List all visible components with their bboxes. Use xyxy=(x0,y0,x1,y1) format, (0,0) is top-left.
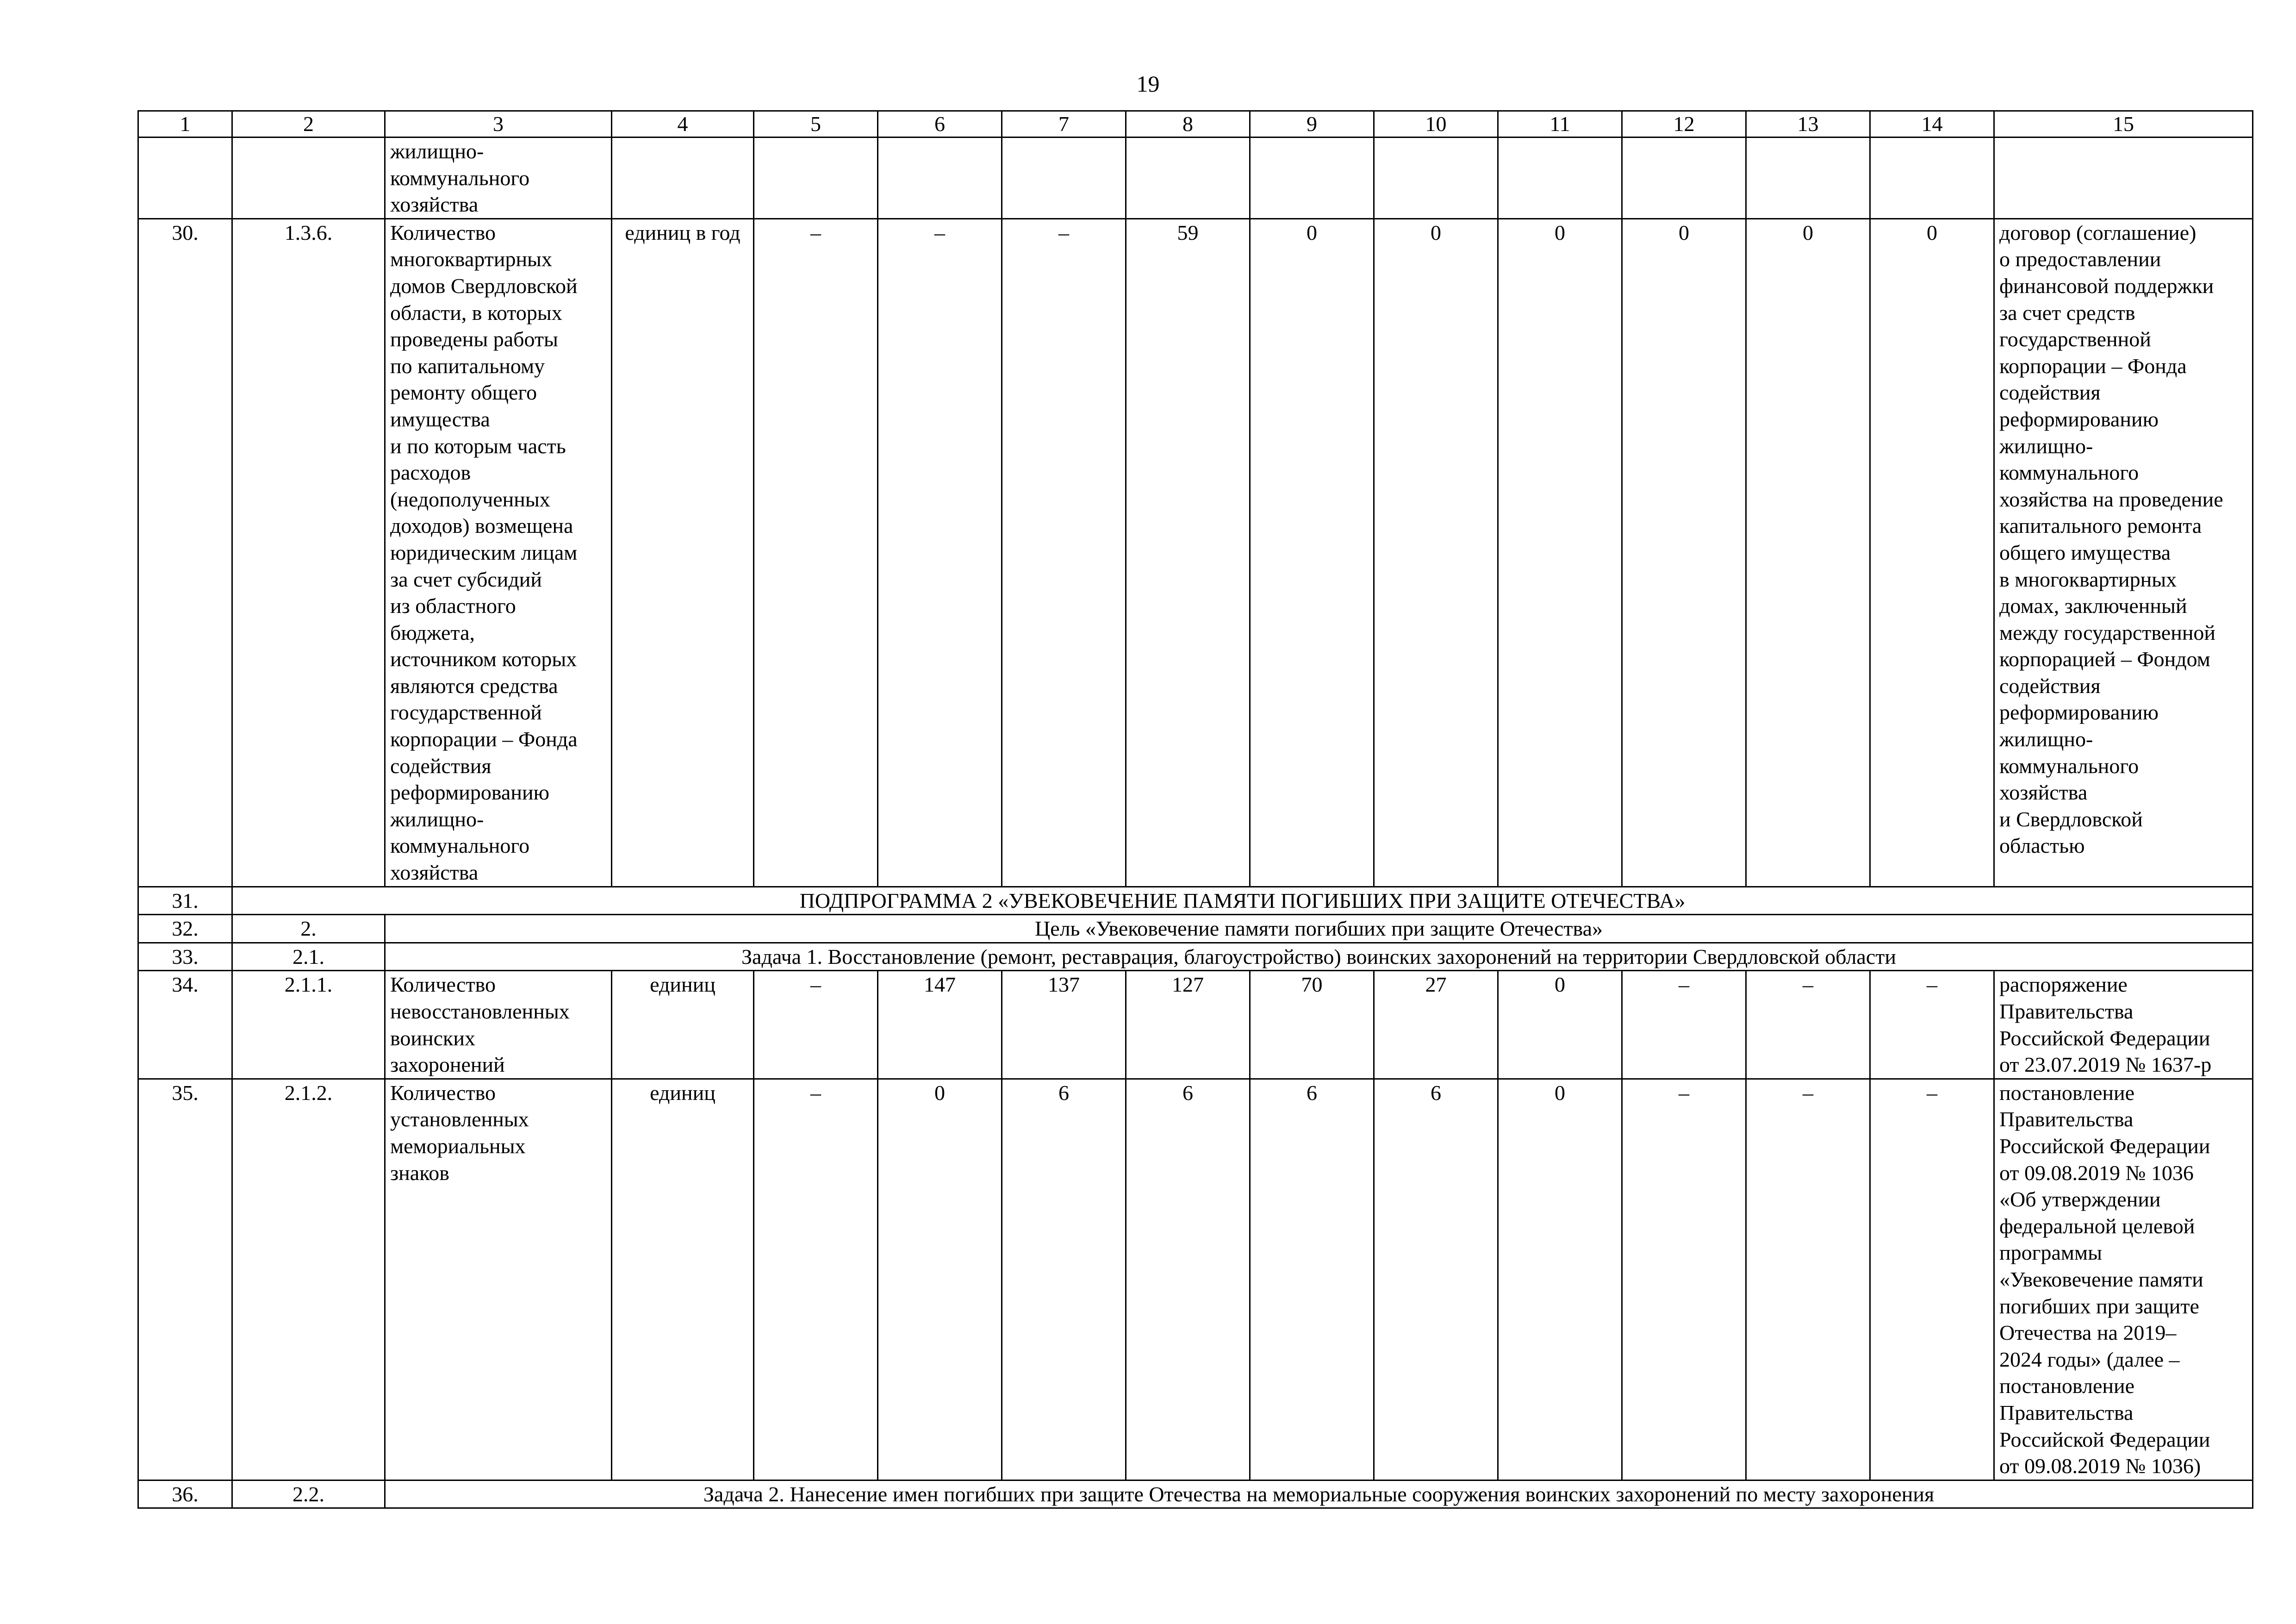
column-header: 14 xyxy=(1870,111,1994,137)
column-header: 7 xyxy=(1002,111,1126,137)
source-document: договор (соглашение) о предоставлении финансовой поддержки за счет средств государственной корпорации – Фонда содействия реформированию жилищно- коммунального хозяйства на проведение капитального ремонта общего имущества в многоквартирных домах, заключенный между государственной корпорацией – Фондом содействия реформированию жилищно- коммунального хозяйства и Свердловской областью xyxy=(1994,219,2253,887)
column-header: 2 xyxy=(232,111,385,137)
column-header: 8 xyxy=(1126,111,1250,137)
value-cell: 0 xyxy=(1250,219,1374,887)
task-row xyxy=(138,1480,2253,1508)
value-cell: 6 xyxy=(1374,1079,1498,1480)
table-row xyxy=(138,1079,2253,1480)
column-header: 6 xyxy=(878,111,1002,137)
row-number: 30. xyxy=(138,219,232,887)
value-cell: 147 xyxy=(878,971,1002,1079)
value-cell: 0 xyxy=(1498,1079,1622,1480)
row-code: 2.1.2. xyxy=(232,1079,385,1480)
value-cell: 27 xyxy=(1374,971,1498,1079)
value-cell: 0 xyxy=(1746,219,1870,887)
row-code: 1.3.6. xyxy=(232,219,385,887)
row-number: 36. xyxy=(138,1480,232,1508)
task-title: Задача 1. Восстановление (ремонт, реставрация, благоустройство) воинских захоронений на территории Свердловской области xyxy=(385,943,2253,971)
column-header: 10 xyxy=(1374,111,1498,137)
value-cell: 6 xyxy=(1126,1079,1250,1480)
table-row-continued xyxy=(138,137,2253,219)
value-cell: 6 xyxy=(1250,1079,1374,1480)
row-number: 32. xyxy=(138,915,232,943)
value-cell: 0 xyxy=(1622,219,1746,887)
row-code: 2.1. xyxy=(232,943,385,971)
value-cell: 0 xyxy=(878,1079,1002,1480)
value-cell: 0 xyxy=(1498,219,1622,887)
value-cell: 127 xyxy=(1126,971,1250,1079)
value-cell: – xyxy=(1870,971,1994,1079)
value-cell: – xyxy=(1870,1079,1994,1480)
indicator-name: Количество установленных мемориальных знаков xyxy=(385,1079,612,1480)
column-header: 15 xyxy=(1994,111,2253,137)
column-header: 9 xyxy=(1250,111,1374,137)
task-row xyxy=(138,943,2253,971)
value-cell: 59 xyxy=(1126,219,1250,887)
column-header: 13 xyxy=(1746,111,1870,137)
indicator-name: Количество невосстановленных воинских захоронений xyxy=(385,971,612,1079)
row-code: 2. xyxy=(232,915,385,943)
value-cell: – xyxy=(754,219,878,887)
column-header: 4 xyxy=(612,111,754,137)
value-cell: 6 xyxy=(1002,1079,1126,1480)
goal-row xyxy=(138,915,2253,943)
value-cell: – xyxy=(754,971,878,1079)
column-header: 3 xyxy=(385,111,612,137)
column-header: 12 xyxy=(1622,111,1746,137)
subprogram-title: ПОДПРОГРАММА 2 «УВЕКОВЕЧЕНИЕ ПАМЯТИ ПОГИБШИХ ПРИ ЗАЩИТЕ ОТЕЧЕСТВА» xyxy=(232,887,2253,915)
unit: единиц xyxy=(612,1079,754,1480)
row-code: 2.1.1. xyxy=(232,971,385,1079)
value-cell: – xyxy=(1002,219,1126,887)
value-cell: – xyxy=(754,1079,878,1480)
unit: единиц в год xyxy=(612,219,754,887)
table-row xyxy=(138,219,2253,887)
column-header: 11 xyxy=(1498,111,1622,137)
unit: единиц xyxy=(612,971,754,1079)
value-cell: – xyxy=(1622,971,1746,1079)
value-cell: – xyxy=(878,219,1002,887)
indicators-table xyxy=(137,110,2253,1509)
value-cell: 0 xyxy=(1498,971,1622,1079)
goal-title: Цель «Увековечение памяти погибших при защите Отечества» xyxy=(385,915,2253,943)
row-number: 33. xyxy=(138,943,232,971)
subprogram-row xyxy=(138,887,2253,915)
value-cell: 0 xyxy=(1374,219,1498,887)
page-number: 19 xyxy=(1136,71,1160,97)
source-document: постановление Правительства Российской Федерации от 09.08.2019 № 1036 «Об утверждении федеральной целевой программы «Увековечение памяти погибших при защите Отечества на 2019– 2024 годы» (далее – постановление Правительства Российской Федерации от 09.08.2019 № 1036) xyxy=(1994,1079,2253,1480)
table-row xyxy=(138,971,2253,1079)
value-cell: 137 xyxy=(1002,971,1126,1079)
source-document: распоряжение Правительства Российской Федерации от 23.07.2019 № 1637-р xyxy=(1994,971,2253,1079)
value-cell: 0 xyxy=(1870,219,1994,887)
value-cell: – xyxy=(1622,1079,1746,1480)
column-header: 5 xyxy=(754,111,878,137)
indicator-name: жилищно- коммунального хозяйства xyxy=(385,137,612,219)
value-cell: 70 xyxy=(1250,971,1374,1079)
indicator-name: Количество многоквартирных домов Свердловской области, в которых проведены работы по капитальному ремонту общего имущества и по которым часть расходов (недополученных доходов) возмещена юридическим лицам за счет субсидий из областного бюджета, источником которых являются средства государственной корпорации – Фонда содействия реформированию жилищно- коммунального хозяйства xyxy=(385,219,612,887)
task-title: Задача 2. Нанесение имен погибших при защите Отечества на мемориальные сооружения воинских захоронений по месту захоронения xyxy=(385,1480,2253,1508)
row-number: 31. xyxy=(138,887,232,915)
value-cell: – xyxy=(1746,1079,1870,1480)
column-header: 1 xyxy=(138,111,232,137)
row-number: 34. xyxy=(138,971,232,1079)
row-code: 2.2. xyxy=(232,1480,385,1508)
row-number: 35. xyxy=(138,1079,232,1480)
value-cell: – xyxy=(1746,971,1870,1079)
column-number-row xyxy=(138,111,2253,137)
